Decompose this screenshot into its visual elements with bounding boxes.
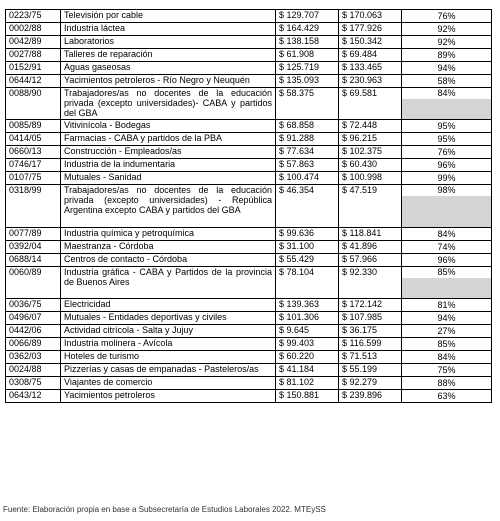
- value-2-cell: $ 107.985: [339, 312, 402, 325]
- table-row: [6, 338, 492, 351]
- name-cell: Trabajadores/as no docentes de la educación privada (excepto universidades) - República Argentina excepto CABA y partidos del GBA: [61, 185, 276, 228]
- percent-cell: [402, 62, 492, 75]
- value-1-cell: $ 68.858: [276, 120, 339, 133]
- name-cell: Aguas gaseosas: [61, 62, 276, 75]
- table-row: [6, 325, 492, 338]
- table-row: [6, 10, 492, 23]
- table-row: [6, 351, 492, 364]
- value-1-cell: $ 100.474: [276, 172, 339, 185]
- code-cell: 0088/90: [6, 88, 61, 120]
- value-2-cell: $ 69.581: [339, 88, 402, 120]
- value-2-cell: $ 100.998: [339, 172, 402, 185]
- salary-table-body: [6, 10, 492, 403]
- value-1-cell: $ 139.363: [276, 299, 339, 312]
- value-2-cell: $ 69.484: [339, 49, 402, 62]
- percent-cell: [402, 88, 492, 120]
- table-row: [6, 185, 492, 228]
- name-cell: Yacimientos petroleros: [61, 390, 276, 403]
- name-cell: Vitivinícola - Bodegas: [61, 120, 276, 133]
- value-1-cell: $ 164.429: [276, 23, 339, 36]
- table-row: [6, 241, 492, 254]
- percent-cell: [402, 23, 492, 36]
- code-cell: 0643/12: [6, 390, 61, 403]
- value-1-cell: $ 55.429: [276, 254, 339, 267]
- code-cell: 0107/75: [6, 172, 61, 185]
- percent-value: 75%: [437, 365, 456, 375]
- table-row: [6, 228, 492, 241]
- name-cell: Industria gráfica - CABA y Partidos de la provincia de Buenos Aires: [61, 267, 276, 299]
- value-2-cell: $ 57.966: [339, 254, 402, 267]
- code-cell: 0392/04: [6, 241, 61, 254]
- table-row: [6, 267, 492, 299]
- value-2-cell: $ 71.513: [339, 351, 402, 364]
- table-row: [6, 62, 492, 75]
- value-2-cell: $ 230.963: [339, 75, 402, 88]
- percent-value: 27%: [437, 326, 456, 336]
- name-cell: Mutuales - Entidades deportivas y civiles: [61, 312, 276, 325]
- code-cell: 0085/89: [6, 120, 61, 133]
- value-2-cell: $ 96.215: [339, 133, 402, 146]
- value-2-cell: $ 133.465: [339, 62, 402, 75]
- value-1-cell: $ 129.707: [276, 10, 339, 23]
- table-row: [6, 159, 492, 172]
- percent-cell: [402, 133, 492, 146]
- code-cell: 0308/75: [6, 377, 61, 390]
- percent-cell: [402, 299, 492, 312]
- value-2-cell: $ 92.279: [339, 377, 402, 390]
- table-row: [6, 172, 492, 185]
- percent-value: 84%: [437, 229, 456, 239]
- value-2-cell: $ 102.375: [339, 146, 402, 159]
- table-row: [6, 146, 492, 159]
- percent-value: 88%: [437, 378, 456, 388]
- code-cell: 0688/14: [6, 254, 61, 267]
- table-row: [6, 299, 492, 312]
- percent-cell: [402, 267, 492, 299]
- code-cell: 0223/75: [6, 10, 61, 23]
- table-row: [6, 364, 492, 377]
- value-1-cell: $ 101.306: [276, 312, 339, 325]
- value-1-cell: $ 125.719: [276, 62, 339, 75]
- value-2-cell: $ 239.896: [339, 390, 402, 403]
- value-1-cell: $ 135.093: [276, 75, 339, 88]
- code-cell: 0644/12: [6, 75, 61, 88]
- name-cell: Televisión por cable: [61, 10, 276, 23]
- code-cell: 0746/17: [6, 159, 61, 172]
- name-cell: Viajantes de comercio: [61, 377, 276, 390]
- value-1-cell: $ 46.354: [276, 185, 339, 228]
- percent-cell: [402, 49, 492, 62]
- value-2-cell: $ 92.330: [339, 267, 402, 299]
- name-cell: Maestranza - Córdoba: [61, 241, 276, 254]
- value-1-cell: $ 41.184: [276, 364, 339, 377]
- percent-value: 94%: [437, 63, 456, 73]
- percent-value: 58%: [437, 76, 456, 86]
- table-row: [6, 390, 492, 403]
- percent-value: 92%: [437, 24, 456, 34]
- percent-value: 94%: [437, 313, 456, 323]
- name-cell: Farmacias - CABA y partidos de la PBA: [61, 133, 276, 146]
- table-row: [6, 88, 492, 120]
- name-cell: Laboratorios: [61, 36, 276, 49]
- percent-cell: [402, 254, 492, 267]
- code-cell: 0362/03: [6, 351, 61, 364]
- name-cell: Talleres de reparación: [61, 49, 276, 62]
- name-cell: Electricidad: [61, 299, 276, 312]
- name-cell: Industria molinera - Avícola: [61, 338, 276, 351]
- code-cell: 0442/06: [6, 325, 61, 338]
- percent-cell: [402, 377, 492, 390]
- table-row: [6, 49, 492, 62]
- value-1-cell: $ 9.645: [276, 325, 339, 338]
- percent-cell: [402, 159, 492, 172]
- value-2-cell: $ 72.448: [339, 120, 402, 133]
- value-2-cell: $ 55.199: [339, 364, 402, 377]
- value-1-cell: $ 78.104: [276, 267, 339, 299]
- code-cell: 0318/99: [6, 185, 61, 228]
- code-cell: 0036/75: [6, 299, 61, 312]
- value-2-cell: $ 36.175: [339, 325, 402, 338]
- value-2-cell: $ 177.926: [339, 23, 402, 36]
- percent-value: 84%: [437, 352, 456, 362]
- table-row: [6, 377, 492, 390]
- value-1-cell: $ 81.102: [276, 377, 339, 390]
- shaded-cell-area: [402, 196, 491, 227]
- table-row: [6, 120, 492, 133]
- value-2-cell: $ 172.142: [339, 299, 402, 312]
- code-cell: 0027/88: [6, 49, 61, 62]
- percent-value: 98%: [437, 185, 456, 195]
- percent-value: 63%: [437, 391, 456, 401]
- code-cell: 0042/89: [6, 36, 61, 49]
- percent-cell: [402, 75, 492, 88]
- percent-cell: [402, 228, 492, 241]
- percent-cell: [402, 185, 492, 228]
- value-2-cell: $ 60.430: [339, 159, 402, 172]
- code-cell: 0024/88: [6, 364, 61, 377]
- code-cell: 0077/89: [6, 228, 61, 241]
- code-cell: 0002/88: [6, 23, 61, 36]
- value-1-cell: $ 138.158: [276, 36, 339, 49]
- name-cell: Trabajadores/as no docentes de la educación privada (excepto universidades)- CABA y partidos del GBA: [61, 88, 276, 120]
- name-cell: Hoteles de turismo: [61, 351, 276, 364]
- percent-value: 85%: [437, 339, 456, 349]
- percent-value: 89%: [437, 50, 456, 60]
- percent-cell: [402, 241, 492, 254]
- value-1-cell: $ 99.403: [276, 338, 339, 351]
- percent-cell: [402, 10, 492, 23]
- table-row: [6, 36, 492, 49]
- percent-cell: [402, 325, 492, 338]
- code-cell: 0060/89: [6, 267, 61, 299]
- value-1-cell: $ 150.881: [276, 390, 339, 403]
- percent-cell: [402, 351, 492, 364]
- value-1-cell: $ 99.636: [276, 228, 339, 241]
- table-row: [6, 312, 492, 325]
- name-cell: Industria química y petroquímica: [61, 228, 276, 241]
- value-2-cell: $ 41.896: [339, 241, 402, 254]
- name-cell: Yacimientos petroleros - Río Negro y Neuquén: [61, 75, 276, 88]
- value-1-cell: $ 58.375: [276, 88, 339, 120]
- percent-cell: [402, 120, 492, 133]
- name-cell: Industria láctea: [61, 23, 276, 36]
- percent-cell: [402, 338, 492, 351]
- shaded-cell-area: [402, 99, 491, 119]
- salary-table: [5, 9, 492, 403]
- value-1-cell: $ 60.220: [276, 351, 339, 364]
- percent-value: 95%: [437, 121, 456, 131]
- percent-cell: [402, 390, 492, 403]
- value-1-cell: $ 77.634: [276, 146, 339, 159]
- table-row: [6, 23, 492, 36]
- value-1-cell: $ 61.908: [276, 49, 339, 62]
- name-cell: Industria de la indumentaria: [61, 159, 276, 172]
- percent-value: 96%: [437, 255, 456, 265]
- percent-value: 96%: [437, 160, 456, 170]
- value-2-cell: $ 118.841: [339, 228, 402, 241]
- shaded-cell-area: [402, 278, 491, 298]
- value-1-cell: $ 91.288: [276, 133, 339, 146]
- percent-cell: [402, 312, 492, 325]
- percent-cell: [402, 364, 492, 377]
- percent-value: 81%: [437, 300, 456, 310]
- value-2-cell: $ 150.342: [339, 36, 402, 49]
- percent-value: 95%: [437, 134, 456, 144]
- percent-cell: [402, 146, 492, 159]
- value-2-cell: $ 47.519: [339, 185, 402, 228]
- table-row: [6, 254, 492, 267]
- value-2-cell: $ 170.063: [339, 10, 402, 23]
- name-cell: Construcción - Empleados/as: [61, 146, 276, 159]
- code-cell: 0066/89: [6, 338, 61, 351]
- code-cell: 0414/05: [6, 133, 61, 146]
- name-cell: Pizzerías y casas de empanadas - Pasteleros/as: [61, 364, 276, 377]
- percent-value: 76%: [437, 11, 456, 21]
- percent-value: 74%: [437, 242, 456, 252]
- table-row: [6, 75, 492, 88]
- table-row: [6, 133, 492, 146]
- name-cell: Actividad citrícola - Salta y Jujuy: [61, 325, 276, 338]
- name-cell: Mutuales - Sanidad: [61, 172, 276, 185]
- percent-cell: [402, 36, 492, 49]
- code-cell: 0496/07: [6, 312, 61, 325]
- percent-value: 92%: [437, 37, 456, 47]
- code-cell: 0152/91: [6, 62, 61, 75]
- percent-value: 99%: [437, 173, 456, 183]
- name-cell: Centros de contacto - Córdoba: [61, 254, 276, 267]
- code-cell: 0660/13: [6, 146, 61, 159]
- value-2-cell: $ 116.599: [339, 338, 402, 351]
- percent-cell: [402, 172, 492, 185]
- percent-value: 85%: [437, 267, 456, 277]
- value-1-cell: $ 57.863: [276, 159, 339, 172]
- percent-value: 84%: [437, 88, 456, 98]
- percent-value: 76%: [437, 147, 456, 157]
- value-1-cell: $ 31.100: [276, 241, 339, 254]
- source-note: Fuente: Elaboración propia en base a Subsecretaría de Estudios Laborales 2022. MTEySS: [3, 505, 326, 514]
